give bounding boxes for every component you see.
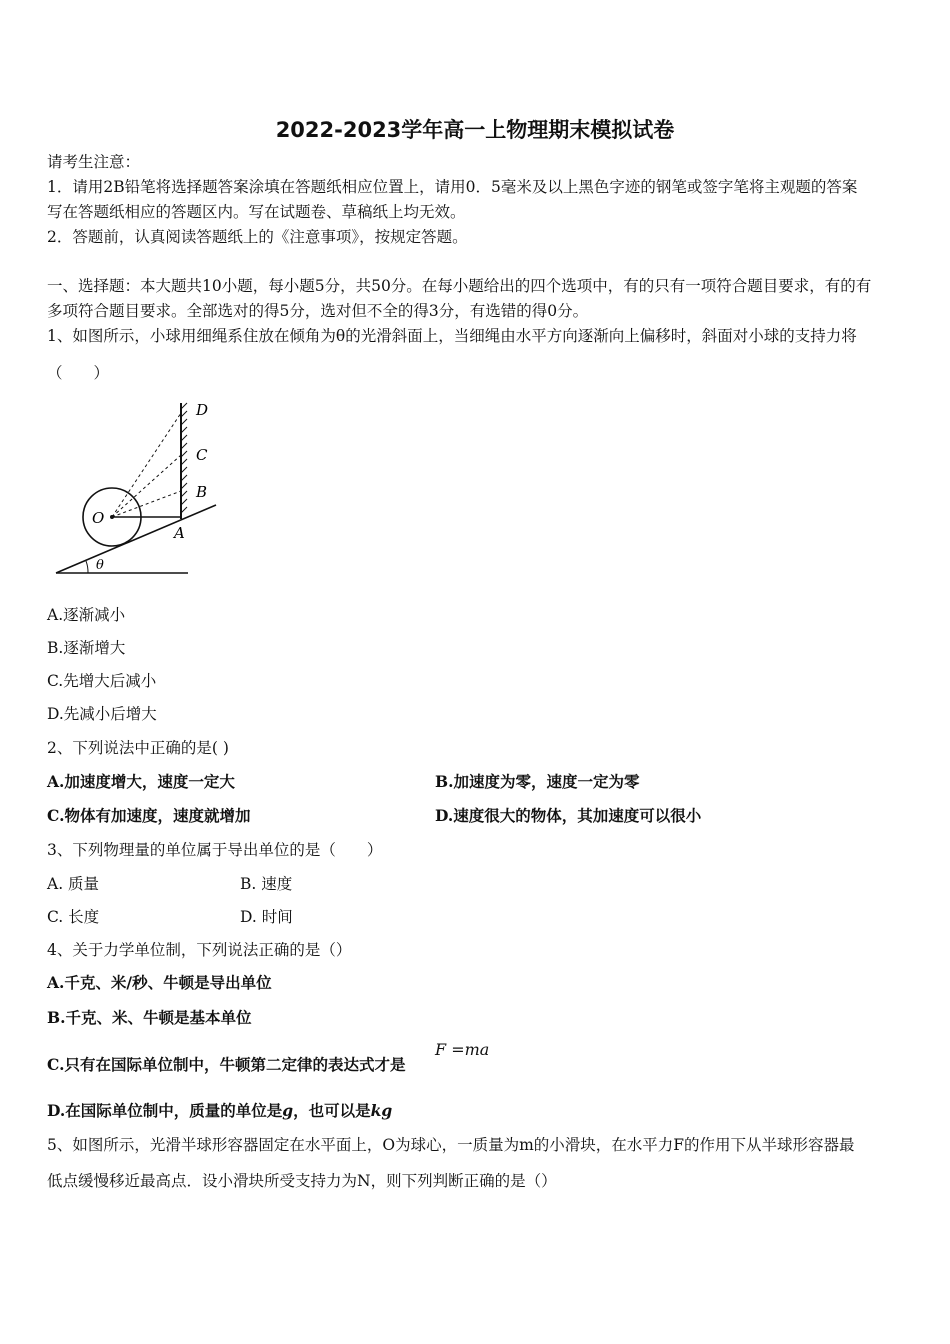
q1-option-d: D.先减小后增大 <box>47 705 157 723</box>
q4-option-d <box>47 1101 392 1121</box>
q1-option-a: A.逐渐减小 <box>47 606 126 624</box>
string-to-b <box>112 491 181 517</box>
q4-stem: 4、关于力学单位制，下列说法正确的是（） <box>47 941 352 959</box>
label-d: D <box>196 401 209 419</box>
q4-option-d-prefix: D.在国际单位制中，质量的单位是 <box>47 1101 283 1120</box>
q2-option-a: A.加速度增大，速度一定大 <box>47 772 235 791</box>
angle-arc <box>86 561 88 573</box>
q4-option-d-g: g <box>282 1101 294 1120</box>
q3-option-c: C. 长度 <box>47 908 100 926</box>
notice-line-1a: 1．请用2B铅笔将选择题答案涂填在答题纸相应位置上，请用0．5毫米及以上黑色字迹的钢笔或签字笔将主观题的答案 <box>47 178 858 196</box>
notice-line-2: 2．答题前，认真阅读答题纸上的《注意事项》，按规定答题。 <box>47 228 468 246</box>
section-intro-line-1: 一、选择题：本大题共10小题，每小题5分，共50分。在每小题给出的四个选项中，有的只有一项符合题目要求，有的有 <box>47 277 872 295</box>
q4-option-d-kg: kg <box>370 1101 393 1120</box>
q3-option-b: B. 速度 <box>240 875 293 893</box>
q2-stem: 2、下列说法中正确的是( ) <box>47 739 229 757</box>
string-to-d <box>112 413 181 517</box>
section-intro-line-2: 多项符合题目要求。全部选对的得5分，选对但不全的得3分，有选错的得0分。 <box>47 302 589 320</box>
label-o: O <box>92 509 105 527</box>
q3-option-d: D. 时间 <box>240 908 293 926</box>
q1-stem: 1、如图所示，小球用细绳系住放在倾角为θ的光滑斜面上，当细绳由水平方向逐渐向上偏移时，斜面对小球的支持力将 <box>47 327 857 345</box>
label-theta: θ <box>96 558 104 573</box>
incline-surface <box>56 505 216 573</box>
q5-line-2: 低点缓慢移近最高点．设小滑块所受支持力为N，则下列判断正确的是（） <box>47 1172 557 1190</box>
q1-blank: （ ） <box>47 364 110 382</box>
q3-stem: 3、下列物理量的单位属于导出单位的是（ ） <box>47 841 383 859</box>
q1-option-c: C.先增大后减小 <box>47 672 157 690</box>
q5-line-1: 5、如图所示，光滑半球形容器固定在水平面上，O为球心，一质量为m的小滑块，在水平力F的作用下从半球形容器最 <box>47 1136 855 1154</box>
label-a: A <box>174 524 185 542</box>
q3-option-a: A. 质量 <box>47 875 100 893</box>
q2-option-c: C.物体有加速度，速度就增加 <box>47 806 251 825</box>
label-c: C <box>196 446 208 464</box>
label-b: B <box>196 483 208 501</box>
notice-line-1b: 写在答题纸相应的答题区内。写在试题卷、草稿纸上均无效。 <box>47 203 466 221</box>
q4-formula: F =ma <box>435 1040 490 1059</box>
page-title: 2022-2023学年高一上物理期末模拟试卷 <box>275 118 675 142</box>
q4-option-c: C.只有在国际单位制中，牛顿第二定律的表达式才是 <box>47 1055 406 1074</box>
q1-option-b: B.逐渐增大 <box>47 639 126 657</box>
q2-option-d: D.速度很大的物体，其加速度可以很小 <box>435 806 702 825</box>
q4-option-b: B.千克、米、牛顿是基本单位 <box>47 1008 252 1027</box>
notice-heading: 请考生注意： <box>47 153 141 171</box>
q2-option-b: B.加速度为零，速度一定为零 <box>435 772 640 791</box>
q4-option-a: A.千克、米/秒、牛顿是导出单位 <box>47 973 272 992</box>
q4-option-d-mid: ，也可以是 <box>293 1101 371 1120</box>
q1-figure <box>50 395 220 580</box>
